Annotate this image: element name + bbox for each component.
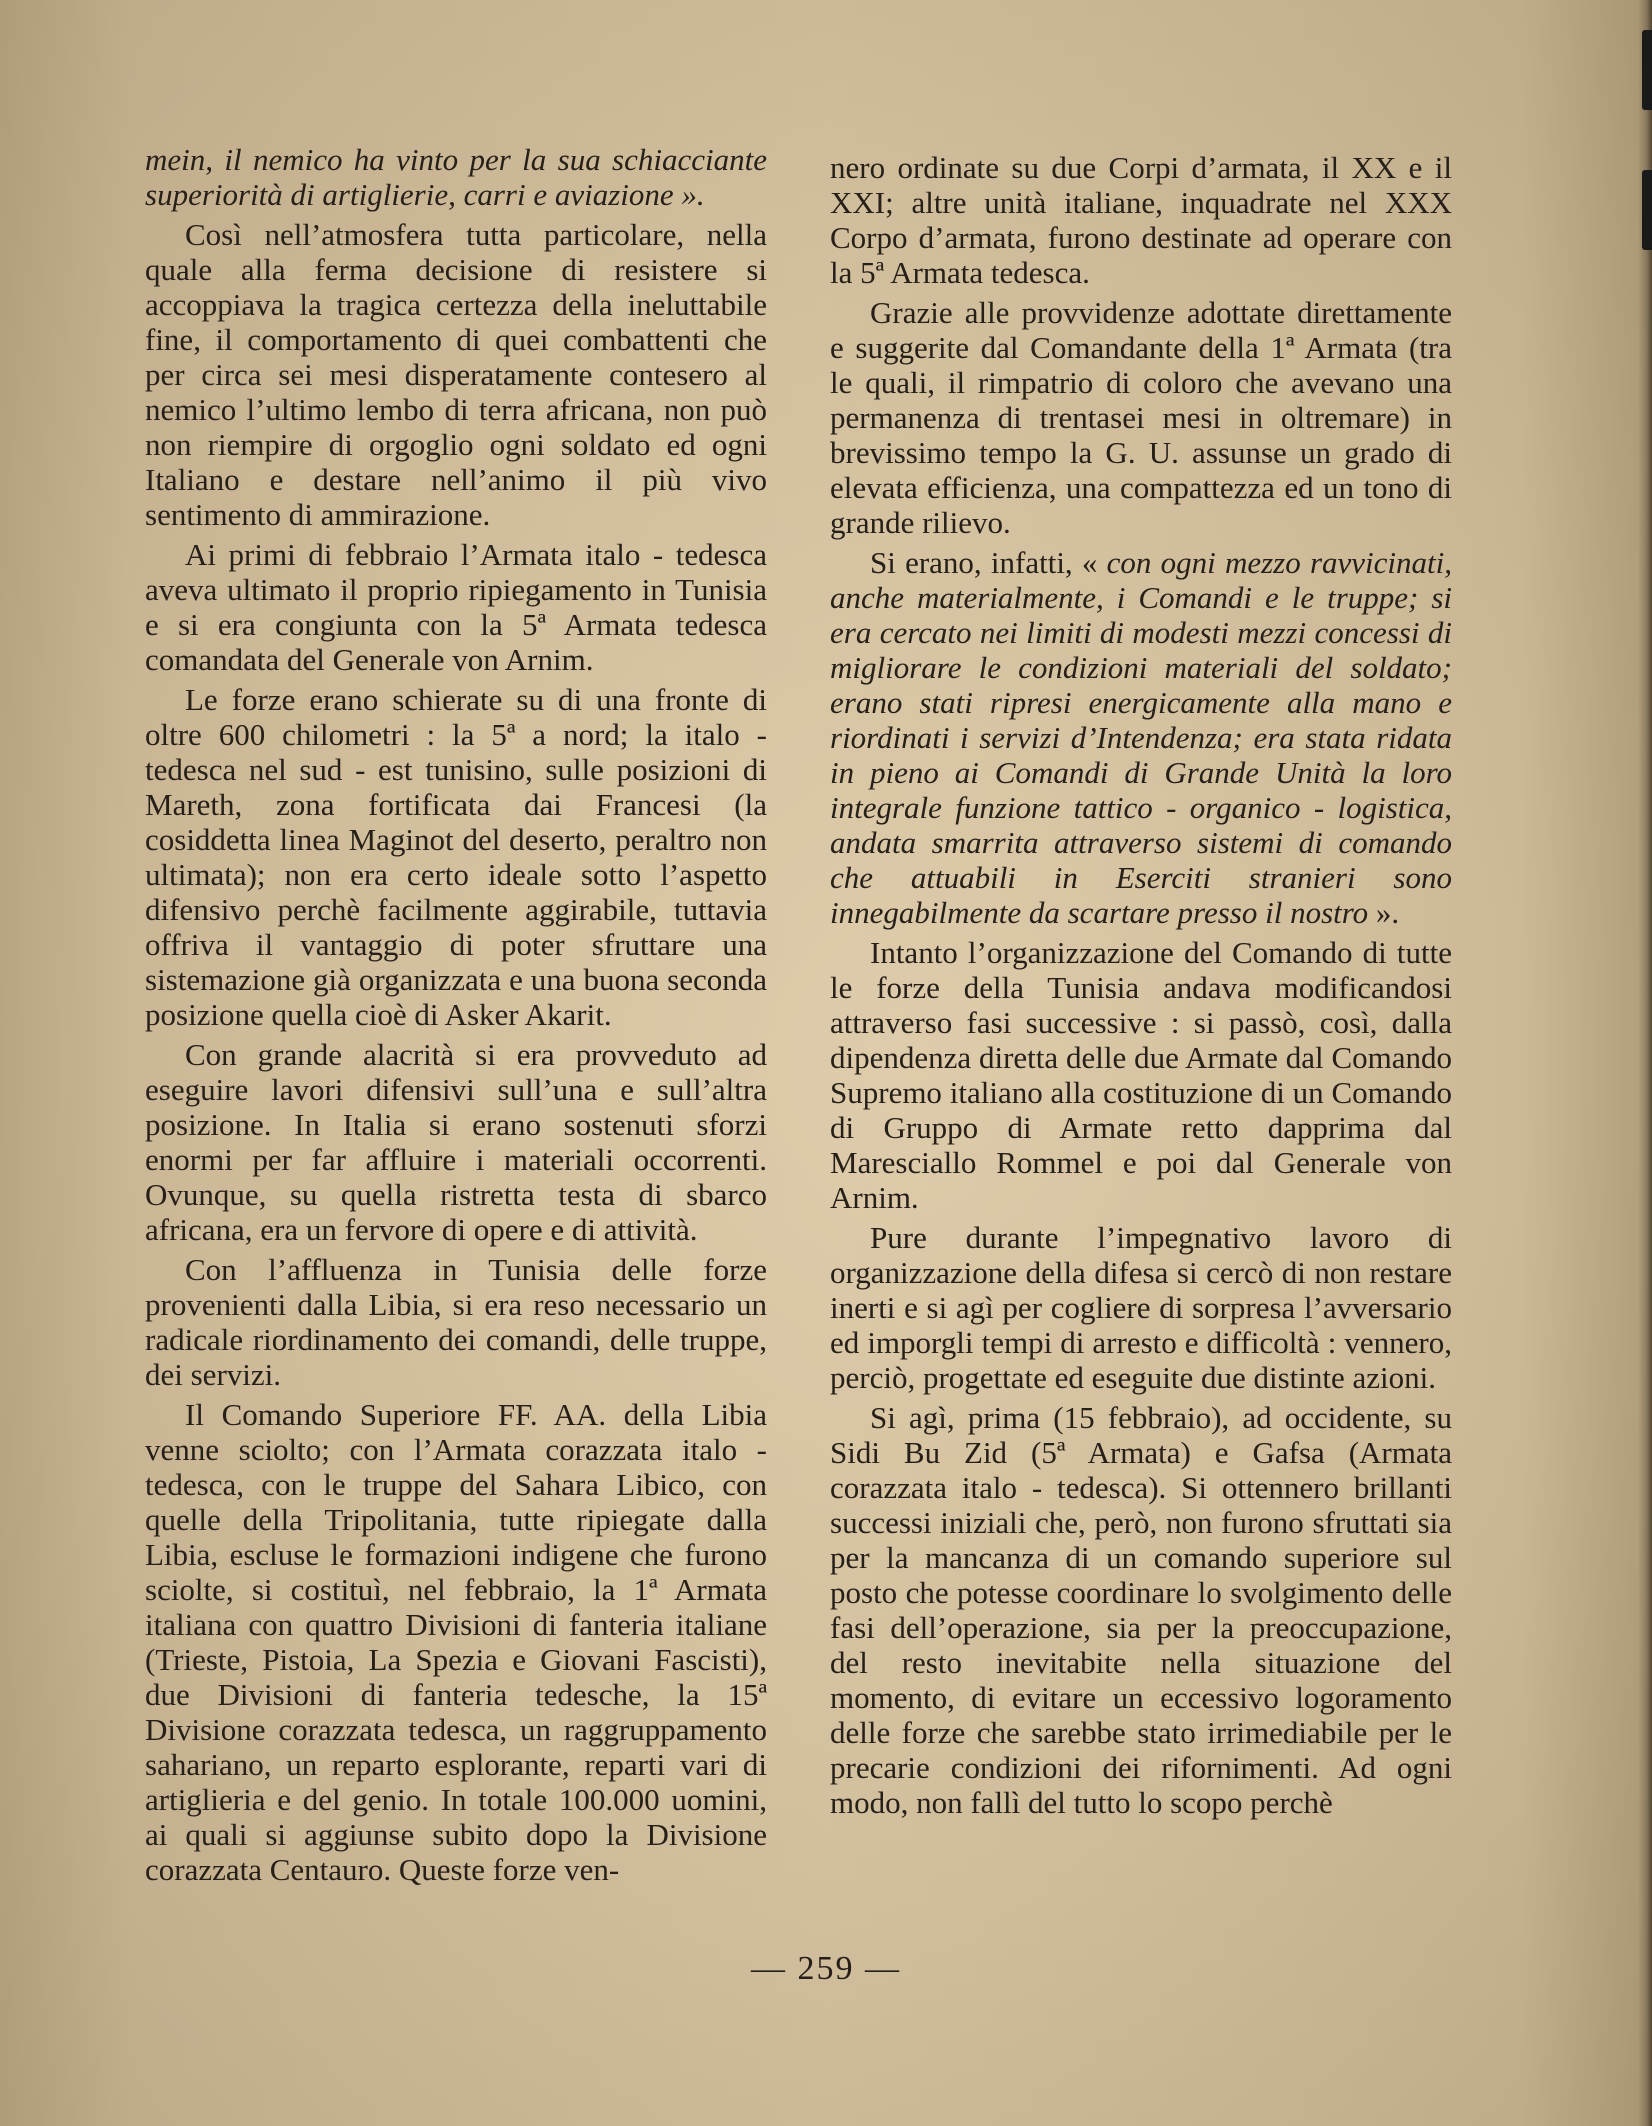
quote-end: ».	[1368, 895, 1400, 930]
quote-text: con ogni mezzo ravvicinati, anche materialmente, i Comandi e le truppe; si era cercato nei limiti di modesti mezzi concessi di migliorare le condizioni materiali del soldato; erano stati ripresi energicamente alla mano e riordinati i servizi d’Intendenza; era stata ridata in pieno ai Comandi di Grande Unità la loro integrale funzione tattico - organico - logistica, andata smarrita attraverso sistemi di comando che attuabili in Eserciti stranieri sono innegabilmente da scartare presso il nostro	[830, 545, 1452, 930]
paragraph: Intanto l’organizzazione del Comando di tutte le forze della Tunisia andava modificandosi attraverso fasi successive : si passò, così, dalla dipendenza diretta delle due Armate dal Comando Supremo italiano alla costituzione di un Comando di Gruppo di Armate retto dapprima dal Maresciallo Rommel e poi dal Generale von Arnim.	[830, 935, 1452, 1215]
quote-lead: Si erano, infatti, «	[870, 545, 1107, 580]
bookmark-tab	[1642, 170, 1652, 250]
paragraph: Si agì, prima (15 febbraio), ad occidente, su Sidi Bu Zid (5ª Armata) e Gafsa (Armata corazzata italo - tedesca). Si ottennero brillanti successi iniziali che, però, non furono sfruttati sia per la mancanza di un comando superiore sul posto che potesse coordinare lo svolgimento delle fasi dell’operazione, sia per la preoccupazione, del resto inevitabite nella situazione del momento, di evitare un eccessivo logoramento delle forze che sarebbe stato irrimediabile per le precarie condizioni dei rifornimenti. Ad ogni modo, non fallì del tutto lo scopo perchè	[830, 1400, 1452, 1820]
paragraph: Pure durante l’impegnativo lavoro di organizzazione della difesa si cercò di non restare inerti e si agì per cogliere di sorpresa l’avversario ed imporgli tempi di arresto e difficoltà : vennero, perciò, progettate ed eseguite due distinte azioni.	[830, 1220, 1452, 1395]
page-number: — 259 —	[751, 1950, 901, 1987]
right-column	[830, 150, 1452, 1825]
paragraph: Il Comando Superiore FF. AA. della Libia venne sciolto; con l’Armata corazzata italo - tedesca, con le truppe del Sahara Libico, con quelle della Tripolitania, tutte ripiegate dalla Libia, escluse le formazioni indigene che furono sciolte, si costituì, nel febbraio, la 1ª Armata italiana con quattro Divisioni di fanteria italiane (Trieste, Pistoia, La Spezia e Giovani Fascisti), due Divisioni di fanteria tedesche, la 15ª Divisione corazzata tedesca, un raggruppamento sahariano, un reparto esplorante, reparti vari di artiglieria e del genio. In totale 100.000 uomini, ai quali si aggiunse subito dopo la Divisione corazzata Centauro. Queste forze ven-	[145, 1397, 767, 1887]
paragraph: mein, il nemico ha vinto per la sua schiacciante superiorità di artiglierie, carri e aviazione ».	[145, 142, 767, 212]
left-column	[145, 142, 767, 1892]
paragraph: Le forze erano schierate su di una fronte di oltre 600 chilometri : la 5ª a nord; la italo - tedesca nel sud - est tunisino, sulle posizioni di Mareth, zona fortificata dai Francesi (la cosiddetta linea Maginot del deserto, peraltro non ultimata); non era certo ideale sotto l’aspetto difensivo perchè facilmente aggirabile, tuttavia offriva il vantaggio di poter sfruttare una sistemazione già organizzata e una buona seconda posizione quella cioè di Asker Akarit.	[145, 682, 767, 1032]
paragraph: Così nell’atmosfera tutta particolare, nella quale alla ferma decisione di resistere si accoppiava la tragica certezza della ineluttabile fine, il comportamento di quei combattenti che per circa sei mesi disperatamente contesero al nemico l’ultimo lembo di terra africana, non può non riempire di orgoglio ogni soldato ed ogni Italiano e destare nell’animo il più vivo sentimento di ammirazione.	[145, 217, 767, 532]
page-binding-edge	[1638, 0, 1652, 2126]
paragraph: Con grande alacrità si era provveduto ad eseguire lavori difensivi sull’una e sull’altra posizione. In Italia si erano sostenuti sforzi enormi per far affluire i materiali occorrenti. Ovunque, su quella ristretta testa di sbarco africana, era un fervore di opere e di attività.	[145, 1037, 767, 1247]
paragraph: Ai primi di febbraio l’Armata italo - tedesca aveva ultimato il proprio ripiegamento in Tunisia e si era congiunta con la 5ª Armata tedesca comandata del Generale von Arnim.	[145, 537, 767, 677]
paragraph: nero ordinate su due Corpi d’armata, il XX e il XXI; altre unità italiane, inquadrate nel XXX Corpo d’armata, furono destinate ad operare con la 5ª Armata tedesca.	[830, 150, 1452, 290]
paragraph: Con l’affluenza in Tunisia delle forze provenienti dalla Libia, si era reso necessario un radicale riordinamento dei comandi, delle truppe, dei servizi.	[145, 1252, 767, 1392]
bookmark-tab	[1642, 30, 1652, 110]
quoted-paragraph	[830, 545, 1452, 930]
paragraph: Grazie alle provvidenze adottate direttamente e suggerite dal Comandante della 1ª Armata (tra le quali, il rimpatrio di coloro che avevano una permanenza di trentasei mesi in oltremare) in brevissimo tempo la G. U. assunse un grado di elevata efficienza, una compattezza ed un tono di grande rilievo.	[830, 295, 1452, 540]
